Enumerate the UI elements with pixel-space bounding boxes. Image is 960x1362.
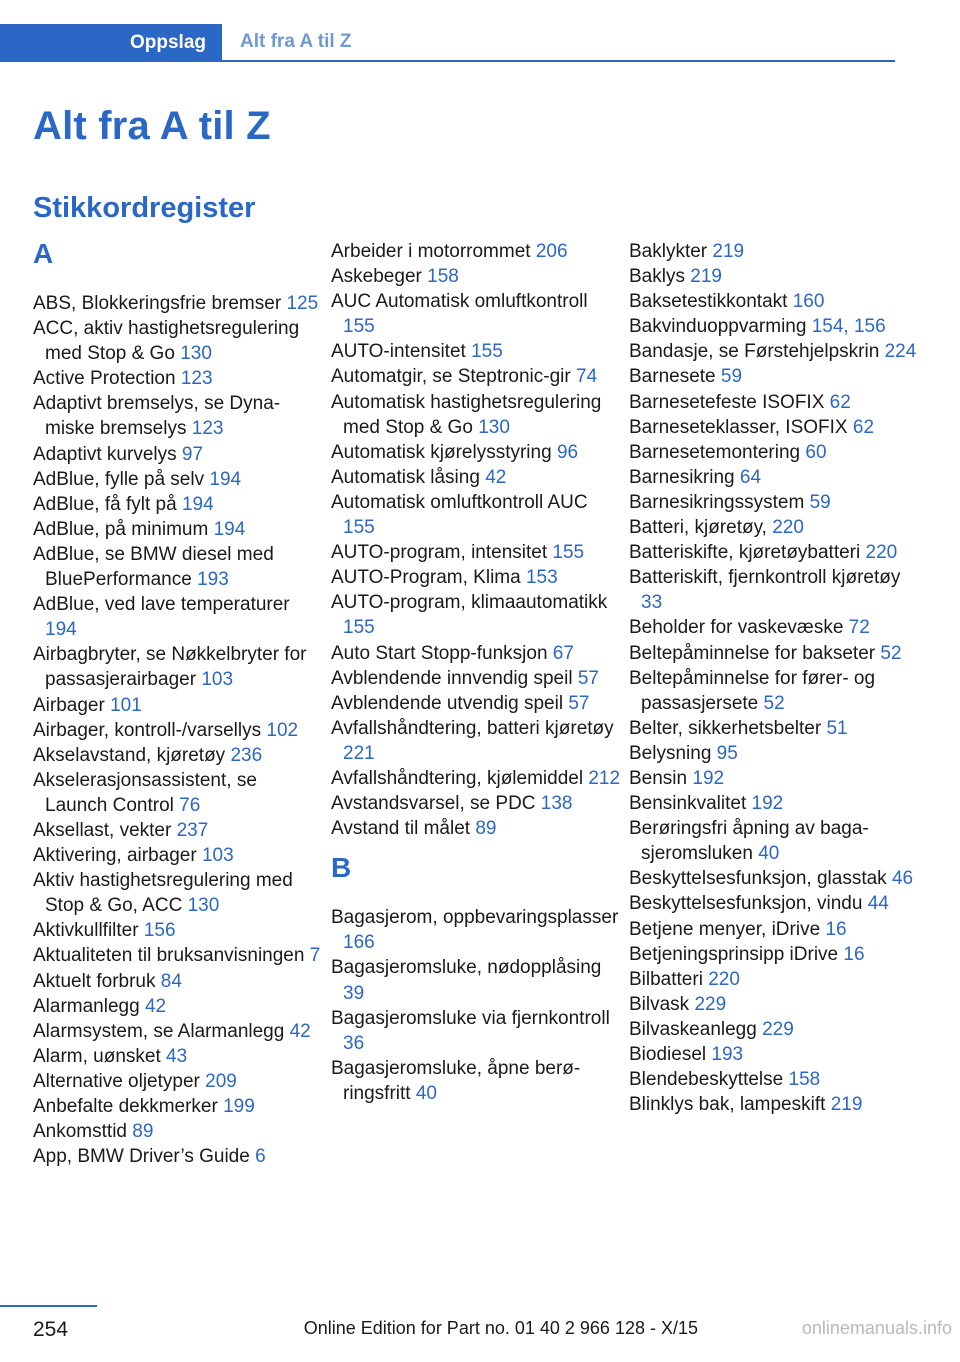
index-entry [33,592,323,642]
index-entry-text: Avblendende innvendig speil [331,667,573,689]
index-entry [331,905,621,955]
index-page-link[interactable]: 229 [762,1018,794,1040]
index-entry [331,239,621,264]
index-entry-text: Bagasjeromsluke, nødopplåsing [331,957,602,979]
index-entry [33,1119,323,1144]
watermark [802,1318,952,1339]
index-page-link[interactable]: 160 [792,291,825,313]
index-page-link[interactable]: 43 [166,1045,188,1067]
index-page-link[interactable]: 103 [201,669,234,691]
index-page-link[interactable]: 130 [187,895,220,917]
index-page-link[interactable]: 125 [286,293,319,314]
index-page-link[interactable]: 229 [694,993,727,1015]
index-entry [629,891,919,916]
index-entry [331,641,621,666]
index-page-link[interactable]: 209 [205,1070,237,1092]
index-entry-text: Alarmanlegg [33,995,140,1017]
index-entry [331,716,621,766]
index-entry [629,364,919,389]
index-entry [629,440,919,465]
index-entry [629,1042,919,1067]
index-entry [629,666,919,716]
index-entry [33,969,323,994]
index-page-link[interactable]: 166 [343,932,375,954]
index-entry [629,264,919,289]
index-entry-text: Askebeger [331,266,422,288]
index-entry-text: AUTO-Program, Klima [331,567,521,589]
index-entry [33,642,323,692]
index-page-link[interactable]: 102 [266,719,299,741]
index-entry-text: Betjeningsprinsipp iDrive [629,943,839,965]
index-entry-text: Alternative oljetyper [33,1070,200,1092]
index-entry-text: Ankomsttid [33,1121,127,1143]
index-entry [331,440,621,465]
index-page-link[interactable]: 59 [720,366,743,388]
index-entry [331,364,621,389]
index-page-link[interactable]: 62 [852,416,875,438]
index-letter-heading: B [331,852,352,884]
index-entry-text: Baklykter [629,241,708,262]
index-entry [33,316,323,366]
index-entry [33,442,323,467]
index-entry-text: Bandasje, se Førstehjelpskrin [629,341,880,363]
index-page-link[interactable]: 219 [690,266,722,288]
index-entry [33,868,323,918]
index-page-link[interactable]: 158 [788,1069,821,1091]
index-page-link[interactable]: 237 [176,819,209,841]
index-page-link[interactable]: 52 [763,692,785,714]
index-entry-text: Blendebeskyttelse [629,1069,784,1091]
index-entry [331,339,621,364]
index-entry [33,1019,323,1044]
index-entry-text: Avfallshåndtering, kjølemiddel [331,767,584,789]
index-entry-text: App, BMW Driver’s Guide [33,1146,250,1168]
index-page-link[interactable]: 130 [180,343,212,365]
index-entry [33,542,323,592]
index-entry-text: Aksellast, vekter [33,819,172,841]
index-entry-text: AdBlue, på minimum [33,518,209,540]
index-entry-text: Aktivkullfilter [33,920,139,942]
index-entry-text: Baksetestikkontakt [629,291,788,313]
index-entry [331,264,621,289]
index-entry-text: Aktivering, airbager [33,845,197,867]
index-entry-text: Akselerasjonsassistent, se Launch Control [33,769,257,816]
index-entry [629,615,919,640]
index-page-link[interactable]: 155 [343,617,375,639]
index-entry-text: Bilvask [629,993,690,1015]
index-entry [33,818,323,843]
index-entry [331,289,621,339]
index-entry [331,565,621,590]
index-entry [331,1006,621,1056]
index-entry-text: Aktuelt forbruk [33,970,156,992]
index-entry-text: Barneseteklasser, ISOFIX [629,416,848,438]
index-entry-text: Batteriskifte, kjøretøybatteri [629,542,861,564]
index-page-link[interactable]: 89 [475,818,497,840]
index-entry [629,339,919,364]
index-subtitle: Stikkordregister [33,192,256,224]
index-page-link[interactable]: 155 [343,517,375,539]
index-page-link[interactable]: 44 [867,893,889,915]
index-entry-text: Belter, sikkerhetsbelter [629,717,822,739]
index-entry [33,366,323,391]
index-page-link[interactable]: 219 [830,1094,863,1116]
index-entry-text: Barnesikringssystem [629,491,805,513]
index-entry-text: Arbeider i motorrommet [331,241,531,262]
index-entry-text: Barnesetefeste ISOFIX [629,391,825,413]
index-page-link[interactable]: 101 [110,694,142,716]
index-page-link[interactable]: 224 [884,341,917,363]
section-tab: Oppslag [0,24,222,62]
index-page-link[interactable]: 138 [540,793,573,815]
index-entry-text: AUC Automatisk omluftkontroll [331,291,588,313]
index-page-link[interactable]: 59 [809,491,831,513]
index-page-link[interactable]: 76 [179,794,201,816]
index-page-link[interactable]: 64 [739,466,762,488]
index-entry-text: Batteriskift, fjernkontroll kjøretøy [629,567,901,589]
index-entry [33,517,323,542]
index-entry-text: Bensinkvalitet [629,793,747,815]
index-entry-text: Adaptivt kurvelys [33,443,177,465]
index-entry-text: Bilvaskeanlegg [629,1018,757,1040]
index-entry-text: AUTO-program, intensitet [331,542,548,564]
index-page-link[interactable]: 57 [577,667,599,689]
index-entry-text: Baklys [629,266,685,288]
index-page-link[interactable]: 42 [289,1020,311,1042]
index-entry-text: Automatisk hastighetsregulering med Stop & Go [331,391,602,438]
index-entry-text: Avstandsvarsel, se PDC [331,793,536,815]
index-page-link[interactable]: 154, 156 [811,316,886,338]
edition-text: Online Edition for Part no. 01 40 2 966 128 - X/15 [303,1318,698,1338]
page-title-tab: Alt fra A til Z [240,31,352,52]
index-entry-text: Automatisk kjørelysstyring [331,441,552,463]
index-entry-text: Akselavstand, kjøretøy [33,744,226,766]
index-entry-text: AdBlue, fylle på selv [33,468,205,490]
index-entry-text: Auto Start Stopp-funksjon [331,642,548,664]
header-rule [0,60,895,62]
index-entry-text: Beholder for vaskevæske [629,617,844,639]
index-entry [629,716,919,741]
index-entry [33,918,323,943]
index-page-link[interactable]: 206 [535,241,568,262]
index-entry [629,791,919,816]
index-entry [33,492,323,517]
index-entry-text: Batteri, kjøretøy, [629,517,767,539]
index-entry-text: Bagasjerom, oppbevaringsplasser [331,907,619,929]
index-entry [629,816,919,866]
index-entry-text: AUTO-program, klimaautomatikk [331,592,608,614]
index-entry [33,743,323,768]
index-entry-text: Beskyttelsesfunksjon, vindu [629,893,863,915]
index-entry-text: Aktualiteten til bruksanvisningen [33,945,305,967]
index-page-link[interactable]: 72 [848,617,870,639]
index-entry-text: Bensin [629,767,688,789]
index-entry [33,994,323,1019]
index-entry [331,816,621,841]
index-page-link[interactable]: 60 [805,441,827,463]
index-entry-text: Alarmsystem, se Alarmanlegg [33,1020,285,1042]
index-page-link[interactable]: 103 [201,845,234,867]
index-page-link[interactable]: 123 [180,368,213,390]
index-page-link[interactable]: 6 [255,1146,266,1168]
index-entry-text: Barnesetemontering [629,441,801,463]
index-page-link[interactable]: 40 [758,843,780,865]
index-page-link[interactable]: 219 [712,241,745,262]
index-page-link[interactable]: 36 [343,1032,365,1054]
index-entry [629,390,919,415]
index-entry [331,955,621,1005]
index-page-link[interactable]: 96 [556,441,579,463]
index-entry [629,1017,919,1042]
index-entry [629,967,919,992]
index-entry [629,465,919,490]
index-page-link[interactable]: 212 [588,767,621,789]
index-entry [629,515,919,540]
index-entry [331,691,621,716]
index-entry-text: Barnesete [629,366,716,388]
index-entry-text: Bagasjeromsluke via fjernkontroll [331,1007,610,1029]
index-page-link[interactable]: 16 [825,918,847,940]
index-entry-text: Biodiesel [629,1044,707,1065]
index-page-link[interactable]: 42 [144,995,167,1017]
index-page-link[interactable]: 33 [641,592,663,614]
index-page-link[interactable]: 156 [143,920,176,942]
index-entry-text: Berøringsfri åpning av bagasjeromsluken [629,818,869,865]
index-entry-text: ABS, Blokkeringsfrie bremser [33,293,282,314]
index-entry [331,766,621,791]
index-page-link[interactable]: 130 [478,416,510,438]
index-entry-text: Blinklys bak, lampeskift [629,1094,826,1116]
index-entry-text: Betjene menyer, iDrive [629,918,821,940]
watermark-site: onlinemanuals.info [801,1318,952,1338]
index-entry-text: Alarm, uønsket [33,1045,161,1067]
index-entry [33,391,323,441]
index-page-link[interactable]: 84 [160,970,182,992]
index-entry [33,768,323,818]
index-entry [33,943,323,968]
index-entry-text: Bakvinduoppvarming [629,316,807,338]
index-page-link[interactable]: 42 [485,466,507,488]
index-entry-text: AdBlue, se BMW diesel med BluePerformance [33,543,274,591]
edition-note [304,1318,698,1339]
index-entry [629,289,919,314]
index-column-3 [629,239,919,1117]
index-entry [331,666,621,691]
index-page-link[interactable]: 123 [191,418,224,440]
index-entry-text: Aktiv hastighetsregulering med Stop & Go, ACC [33,870,293,917]
index-entry [629,490,919,515]
index-entry [629,992,919,1017]
footer-rule [0,1305,97,1307]
index-page-link[interactable]: 194 [209,468,242,490]
index-entry [33,843,323,868]
index-entry-text: Automatisk omluftkontroll AUC [331,491,588,513]
index-page-link[interactable]: 192 [692,767,725,789]
index-entry [331,590,621,640]
index-entry-text: Barnesikring [629,466,735,488]
index-entry [629,239,919,264]
index-page-link[interactable]: 89 [132,1121,154,1143]
index-page-link[interactable]: 236 [230,744,263,766]
index-entry [629,1067,919,1092]
page-number: 254 [33,1318,69,1341]
index-entry-text: Bilbatteri [629,968,703,990]
index-column-1 [33,239,323,1169]
index-page-link[interactable]: 153 [525,567,558,589]
index-entry [629,866,919,891]
index-page-link[interactable]: 193 [711,1044,744,1065]
index-page-link[interactable]: 194 [181,493,214,515]
index-entry-text: AdBlue, ved lave temperaturer [33,594,290,616]
index-page-link[interactable]: 221 [343,742,375,764]
index-entry-text: Automatgir, se Steptronic-gir [331,366,571,388]
index-page-link[interactable]: 46 [891,868,914,890]
index-page-link[interactable]: 220 [708,968,740,990]
index-page-link[interactable]: 7 [309,945,321,967]
index-entry [331,540,621,565]
index-entry-text: AdBlue, få fylt på [33,493,177,515]
index-entry [33,291,323,316]
index-entry [33,718,323,743]
index-page-link[interactable]: 155 [343,316,375,338]
index-entry-text: Airbagbryter, se Nøkkelbryter for passasjerairbager [33,644,307,691]
index-page-link[interactable]: 194 [45,619,77,641]
index-page-link[interactable]: 40 [415,1082,437,1104]
index-page-link[interactable]: 192 [751,793,784,815]
index-entry [629,540,919,565]
index-entry [629,766,919,791]
index-entry [33,1144,323,1169]
index-entry [331,465,621,490]
index-page-link[interactable]: 67 [552,642,574,664]
index-entry-text: Active Protection [33,368,176,390]
index-page-link[interactable]: 16 [843,943,865,965]
index-page-link[interactable]: 39 [343,982,365,1004]
index-page-link[interactable]: 193 [197,569,229,591]
index-entry-text: AUTO-intensitet [331,341,466,363]
index-letter-heading: A [33,238,54,269]
index-entry-text: Adaptivt bremselys, se Dynamiske bremselys [33,393,281,440]
index-page-link[interactable]: 97 [181,443,204,465]
index-entry [629,314,919,339]
index-page-link[interactable]: 95 [716,742,738,764]
index-page-link[interactable]: 158 [427,266,459,288]
index-page-link[interactable]: 51 [826,717,848,739]
index-entry [629,1092,919,1117]
index-entry-text: Avblendende utvendig speil [331,692,564,714]
index-entry-text: Beltepåminnelse for bakseter [629,642,876,664]
index-entry [331,1056,621,1106]
index-page-link[interactable]: 155 [552,542,585,564]
index-entry-text: Avstand til målet [331,818,471,840]
index-entry [331,490,621,540]
index-entry [629,415,919,440]
index-entry-text: Belysning [629,742,712,764]
index-entry-text: Avfallshåndtering, batteri kjøretøy [331,717,614,739]
index-entry [629,641,919,666]
index-entry-text: Beltepåminnelse for fører- og passasjersete [629,667,876,714]
index-column-2 [331,239,621,1106]
index-entry-text: Beskyttelsesfunksjon, glasstak [629,868,887,890]
index-entry [33,1044,323,1069]
index-entry-text: Automatisk låsing [331,466,480,488]
index-entry [33,1094,323,1119]
running-header [0,24,895,62]
index-page-link[interactable]: 62 [829,391,851,413]
index-page-link[interactable]: 57 [568,692,590,714]
index-entry [33,1069,323,1094]
index-entry-text: Airbager [33,694,105,716]
index-entry [629,917,919,942]
index-entry-text: Bagasjeromsluke, åpne berøringsfritt [331,1057,581,1104]
index-entry-text: Airbager, kontroll-/varsellys [33,719,262,741]
index-entry [331,390,621,440]
index-page-link[interactable]: 194 [213,518,246,540]
index-page-link[interactable]: 199 [223,1096,255,1117]
page-title: Alt fra A til Z [33,104,271,148]
index-entry [629,565,919,615]
index-entry [33,467,323,492]
index-page-link[interactable]: 74 [576,366,598,388]
index-page-link[interactable]: 220 [865,542,898,564]
index-entry-text: Anbefalte dekkmerker [33,1096,218,1117]
index-entry-text: ACC, aktiv hastighetsregulering med Stop & Go [33,318,300,365]
index-entry [331,791,621,816]
index-page-link[interactable]: 52 [880,642,902,664]
index-entry [629,942,919,967]
index-entry [629,741,919,766]
index-page-link[interactable]: 220 [772,517,804,539]
index-page-link[interactable]: 155 [471,341,503,363]
index-entry [33,693,323,718]
